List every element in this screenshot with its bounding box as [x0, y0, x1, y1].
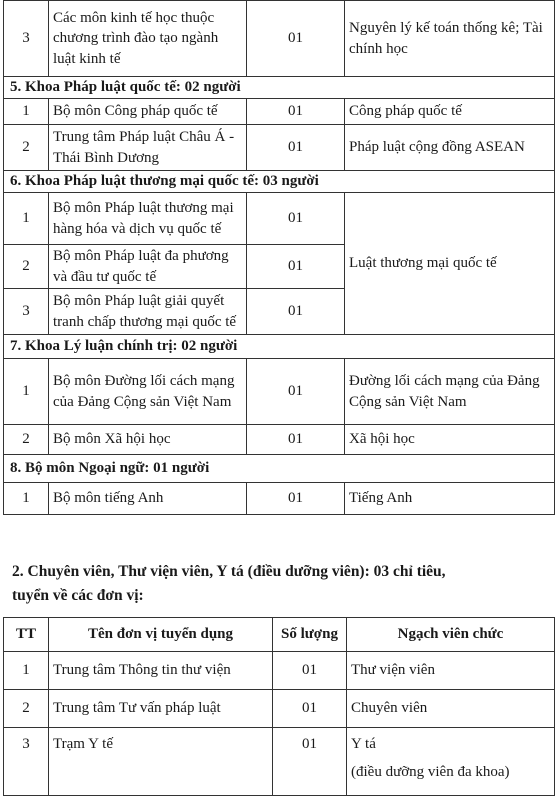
job-field: Công pháp quốc tế: [345, 99, 555, 125]
row-number: 3: [4, 728, 49, 796]
job-rank-title: Y tá: [351, 736, 376, 752]
table-row: [4, 652, 555, 690]
quantity: 01: [273, 652, 347, 690]
recruitment-table: [3, 617, 555, 796]
job-field: Đường lối cách mạng của Đảng Cộng sản Việt Nam: [345, 359, 555, 425]
quantity: 01: [247, 289, 345, 335]
table-row: [4, 125, 555, 171]
section-row: [4, 455, 555, 483]
row-number: 3: [4, 1, 49, 77]
table-row: [4, 728, 555, 796]
row-number: 2: [4, 690, 49, 728]
row-number: 1: [4, 99, 49, 125]
unit-name: Trung tâm Tư vấn pháp luật: [49, 690, 273, 728]
row-number: 1: [4, 483, 49, 515]
header-quantity: Số lượng: [273, 618, 347, 652]
unit-name: Các môn kinh tế học thuộc chương trình đào tạo ngành luật kinh tế: [49, 1, 247, 77]
job-field: Xã hội học: [345, 425, 555, 455]
section-heading: [12, 560, 552, 608]
quantity: 01: [247, 125, 345, 171]
header-rank: Ngạch viên chức: [347, 618, 555, 652]
quantity: 01: [247, 483, 345, 515]
quantity: 01: [273, 728, 347, 796]
table-row: [4, 1, 555, 77]
staffing-table: [3, 0, 555, 515]
quantity: 01: [247, 245, 345, 289]
header-unit: Tên đơn vị tuyển dụng: [49, 618, 273, 652]
row-number: 1: [4, 652, 49, 690]
table-row: [4, 359, 555, 425]
table-row: [4, 690, 555, 728]
section-row: [4, 77, 555, 99]
quantity: 01: [247, 193, 345, 245]
unit-name: Trung tâm Thông tin thư viện: [49, 652, 273, 690]
job-rank: [347, 728, 555, 796]
row-number: 2: [4, 425, 49, 455]
job-field: Luật thương mại quốc tế: [345, 193, 555, 335]
row-number: 1: [4, 359, 49, 425]
unit-name: Bộ môn Đường lối cách mạng của Đảng Cộng sản Việt Nam: [49, 359, 247, 425]
quantity: 01: [247, 425, 345, 455]
section-title: 5. Khoa Pháp luật quốc tế: 02 người: [4, 77, 555, 99]
quantity: 01: [247, 1, 345, 77]
quantity: 01: [273, 690, 347, 728]
header-tt: TT: [4, 618, 49, 652]
job-field: Tiếng Anh: [345, 483, 555, 515]
row-number: 2: [4, 245, 49, 289]
unit-name: Trạm Y tế: [49, 728, 273, 796]
table-row: [4, 483, 555, 515]
job-field: Nguyên lý kế toán thống kê; Tài chính học: [345, 1, 555, 77]
unit-name: Bộ môn Pháp luật giải quyết tranh chấp thương mại quốc tế: [49, 289, 247, 335]
row-number: 2: [4, 125, 49, 171]
table-header-row: [4, 618, 555, 652]
unit-name: Bộ môn Công pháp quốc tế: [49, 99, 247, 125]
section-title: 6. Khoa Pháp luật thương mại quốc tế: 03 người: [4, 171, 555, 193]
unit-name: Trung tâm Pháp luật Châu Á - Thái Bình Dương: [49, 125, 247, 171]
row-number: 1: [4, 193, 49, 245]
section-row: [4, 171, 555, 193]
job-rank: Chuyên viên: [347, 690, 555, 728]
section-row: [4, 335, 555, 359]
section-heading-line1: 2. Chuyên viên, Thư viện viên, Y tá (điều dưỡng viên): 03 chỉ tiêu,: [12, 563, 446, 580]
unit-name: Bộ môn tiếng Anh: [49, 483, 247, 515]
section-heading-line2: tuyển về các đơn vị:: [12, 587, 144, 604]
quantity: 01: [247, 359, 345, 425]
job-rank: Thư viện viên: [347, 652, 555, 690]
quantity: 01: [247, 99, 345, 125]
unit-name: Bộ môn Xã hội học: [49, 425, 247, 455]
job-field: Pháp luật cộng đồng ASEAN: [345, 125, 555, 171]
section-title: 8. Bộ môn Ngoại ngữ: 01 người: [4, 455, 555, 483]
section-title: 7. Khoa Lý luận chính trị: 02 người: [4, 335, 555, 359]
row-number: 3: [4, 289, 49, 335]
table-row: [4, 99, 555, 125]
table-row: [4, 425, 555, 455]
table-row: [4, 193, 555, 245]
job-rank-note: (điều dưỡng viên đa khoa): [351, 764, 510, 781]
unit-name: Bộ môn Pháp luật thương mại hàng hóa và dịch vụ quốc tế: [49, 193, 247, 245]
unit-name: Bộ môn Pháp luật đa phương và đầu tư quốc tế: [49, 245, 247, 289]
